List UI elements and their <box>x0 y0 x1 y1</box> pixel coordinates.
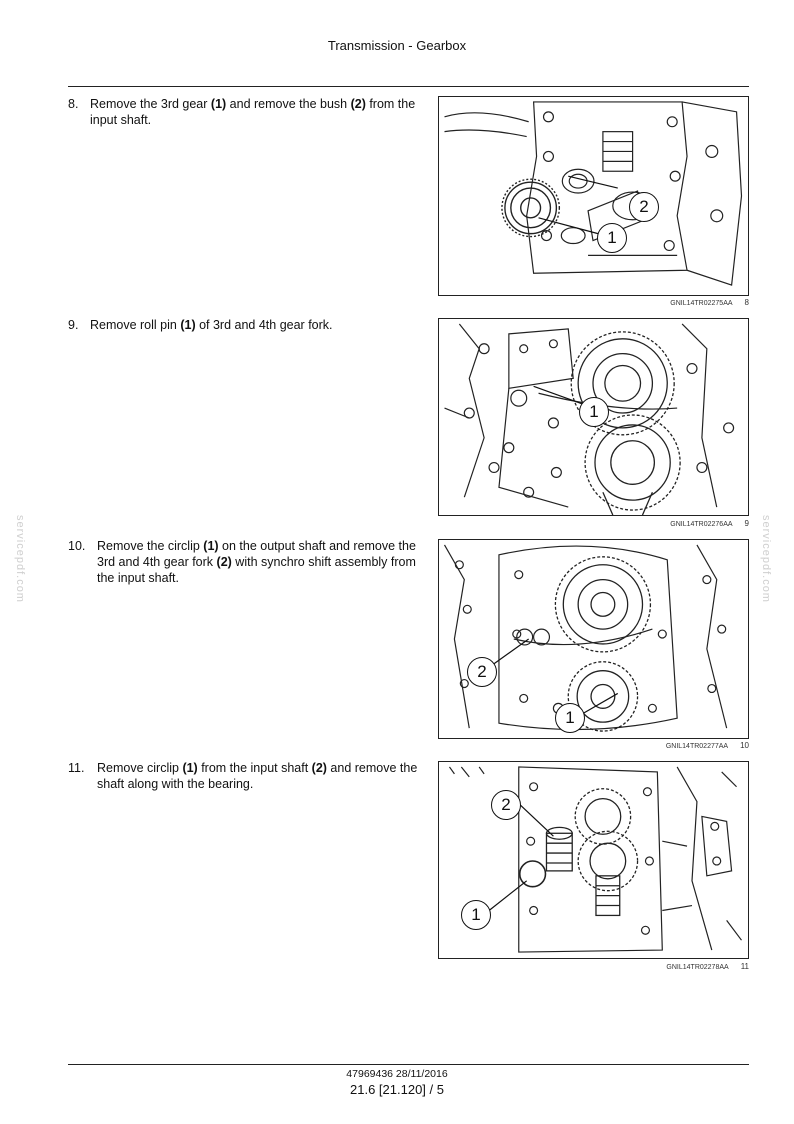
figure-8-illustration <box>438 96 749 296</box>
footer-rule <box>68 1064 749 1065</box>
figure-number: 10 <box>740 741 749 750</box>
figure-11-illustration <box>438 761 749 959</box>
circlip-fork-synchro-drawing <box>439 540 748 738</box>
page-reference: 21.6 [21.120] / 5 <box>350 1082 444 1097</box>
callout-1: 1 <box>555 703 585 733</box>
step-text: Remove the 3rd gear (1) and remove the bush (2) from the input shaft. <box>90 97 416 127</box>
figure-10-caption <box>438 741 749 750</box>
callout-1: 1 <box>579 397 609 427</box>
callout-2: 2 <box>491 790 521 820</box>
step-number: 10. <box>68 539 86 553</box>
figure-9-illustration <box>438 318 749 516</box>
step-text: Remove roll pin (1) of 3rd and 4th gear fork. <box>90 318 333 332</box>
step-text: Remove the circlip (1) on the output shaft and remove the 3rd and 4th gear fork (2) with synchro shift assembly from the input shaft. <box>97 539 416 585</box>
callout-1: 1 <box>597 223 627 253</box>
callout-1: 1 <box>461 900 491 930</box>
step-number: 9. <box>68 318 79 332</box>
figure-9-caption <box>438 519 749 528</box>
watermark-left: servicepdf.com <box>14 515 26 603</box>
step-text: Remove circlip (1) from the input shaft (2) and remove the shaft along with the bearing. <box>97 761 418 791</box>
figure-code: GNIL14TR02275AA <box>670 300 733 307</box>
step-number: 8. <box>68 97 79 111</box>
document-id: 47969436 28/11/2016 <box>346 1068 448 1080</box>
watermark-right: servicepdf.com <box>760 515 772 603</box>
figure-code: GNIL14TR02276AA <box>670 521 733 528</box>
figure-10-illustration <box>438 539 749 739</box>
step-8 <box>68 96 418 128</box>
step-number: 11. <box>68 761 85 775</box>
header-rule <box>68 86 749 87</box>
figure-11-caption <box>438 962 749 971</box>
figure-code: GNIL14TR02277AA <box>665 743 729 750</box>
figure-code: GNIL14TR02278AA <box>666 964 729 971</box>
page-title: Transmission - Gearbox <box>327 38 467 53</box>
figure-number: 9 <box>744 519 749 528</box>
figure-number: 11 <box>740 962 749 971</box>
callout-2: 2 <box>629 192 659 222</box>
step-10 <box>68 538 418 586</box>
figure-number: 8 <box>744 298 749 307</box>
step-11 <box>68 760 418 792</box>
gear-3rd-drawing <box>502 179 559 236</box>
upper-gear-drawing <box>555 557 650 652</box>
gear-cluster-drawing <box>546 789 637 916</box>
figure-8-caption <box>438 298 749 307</box>
gearbox-3rd-gear-drawing <box>439 97 748 295</box>
callout-2: 2 <box>467 657 497 687</box>
step-9 <box>68 317 418 333</box>
input-shaft-removal-drawing <box>439 762 748 958</box>
page-footer <box>0 1068 794 1097</box>
lower-gear-drawing <box>585 415 680 515</box>
